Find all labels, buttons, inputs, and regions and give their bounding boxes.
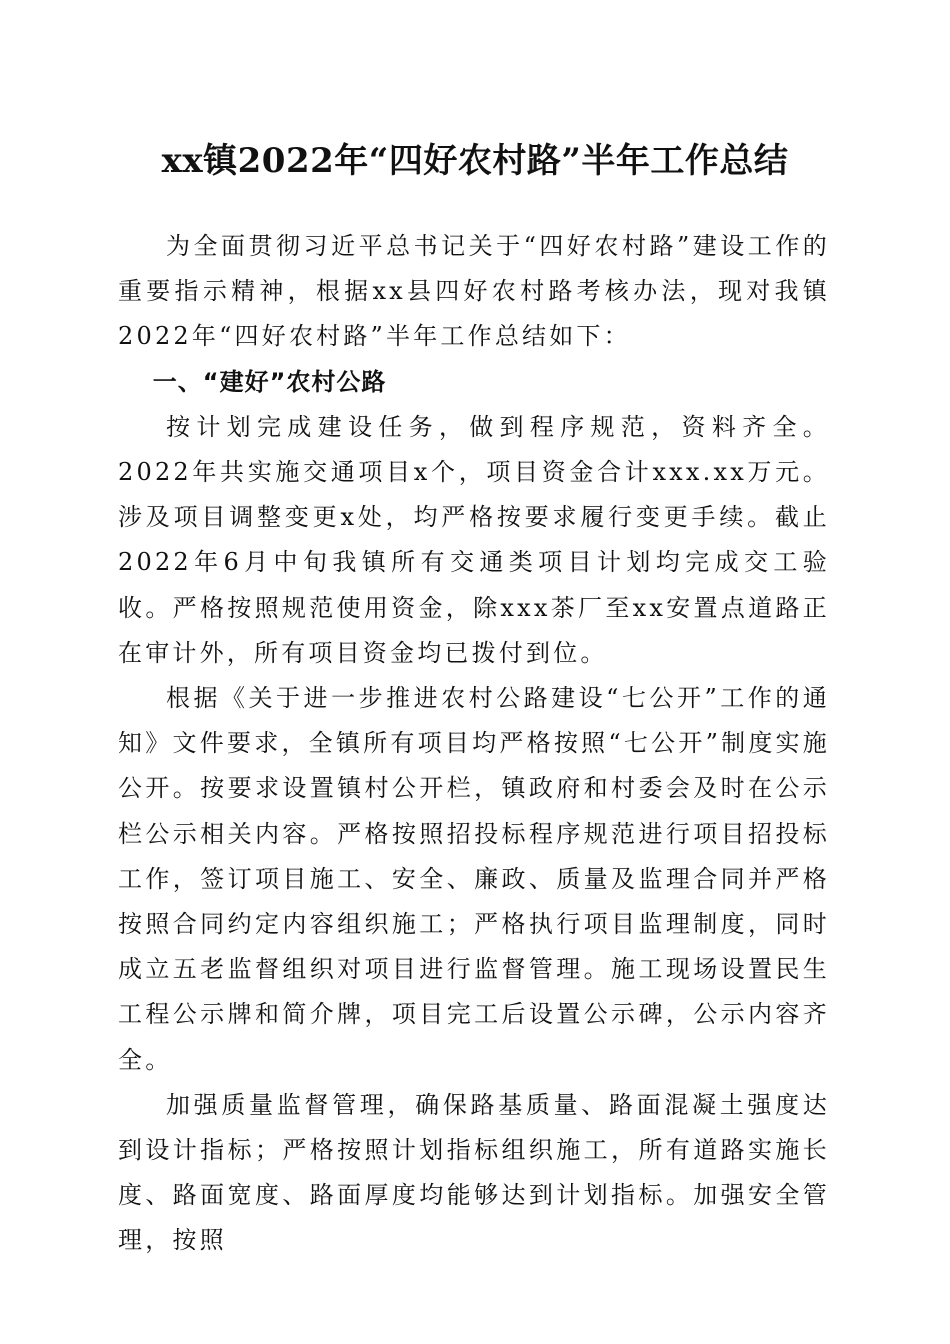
document-body (118, 224, 830, 1264)
body-paragraph: 根据《关于进一步推进农村公路建设“七公开”工作的通知》文件要求，全镇所有项目均严格按照“七公开”制度实施公开。按要求设置镇村公开栏，镇政府和村委会及时在公示栏公示相关内容。严格按照招投标程序规范进行项目招投标工作，签订项目施工、安全、廉政、质量及监理合同并严格按照合同约定内容组织施工；严格执行项目监理制度，同时成立五老监督组织对项目进行监督管理。施工现场设置民生工程公示牌和简介牌，项目完工后设置公示碑，公示内容齐全。 (118, 684, 830, 1074)
body-paragraph: 加强质量监督管理，确保路基质量、路面混凝土强度达到设计指标；严格按照计划指标组织施工，所有道路实施长度、路面宽度、路面厚度均能够达到计划指标。加强安全管理，按照 (118, 1090, 830, 1255)
section-heading: 一、“建好”农村公路 (152, 367, 387, 396)
document-title: xx镇2022年“四好农村路”半年工作总结 (161, 141, 789, 181)
intro-paragraph: 为全面贯彻习近平总书记关于“四好农村路”建设工作的重要指示精神，根据xx县四好农村路考核办法，现对我镇2022年“四好农村路”半年工作总结如下： (118, 232, 830, 351)
body-paragraph: 按计划完成建设任务，做到程序规范，资料齐全。2022年共实施交通项目x个，项目资金合计xxx.xx万元。涉及项目调整变更x处，均严格按要求履行变更手续。截止2022年6月中旬我镇所有交通类项目计划均完成交工验收。严格按照规范使用资金，除xxx茶厂至xx安置点道路正在审计外，所有项目资金均已拨付到位。 (118, 412, 830, 667)
